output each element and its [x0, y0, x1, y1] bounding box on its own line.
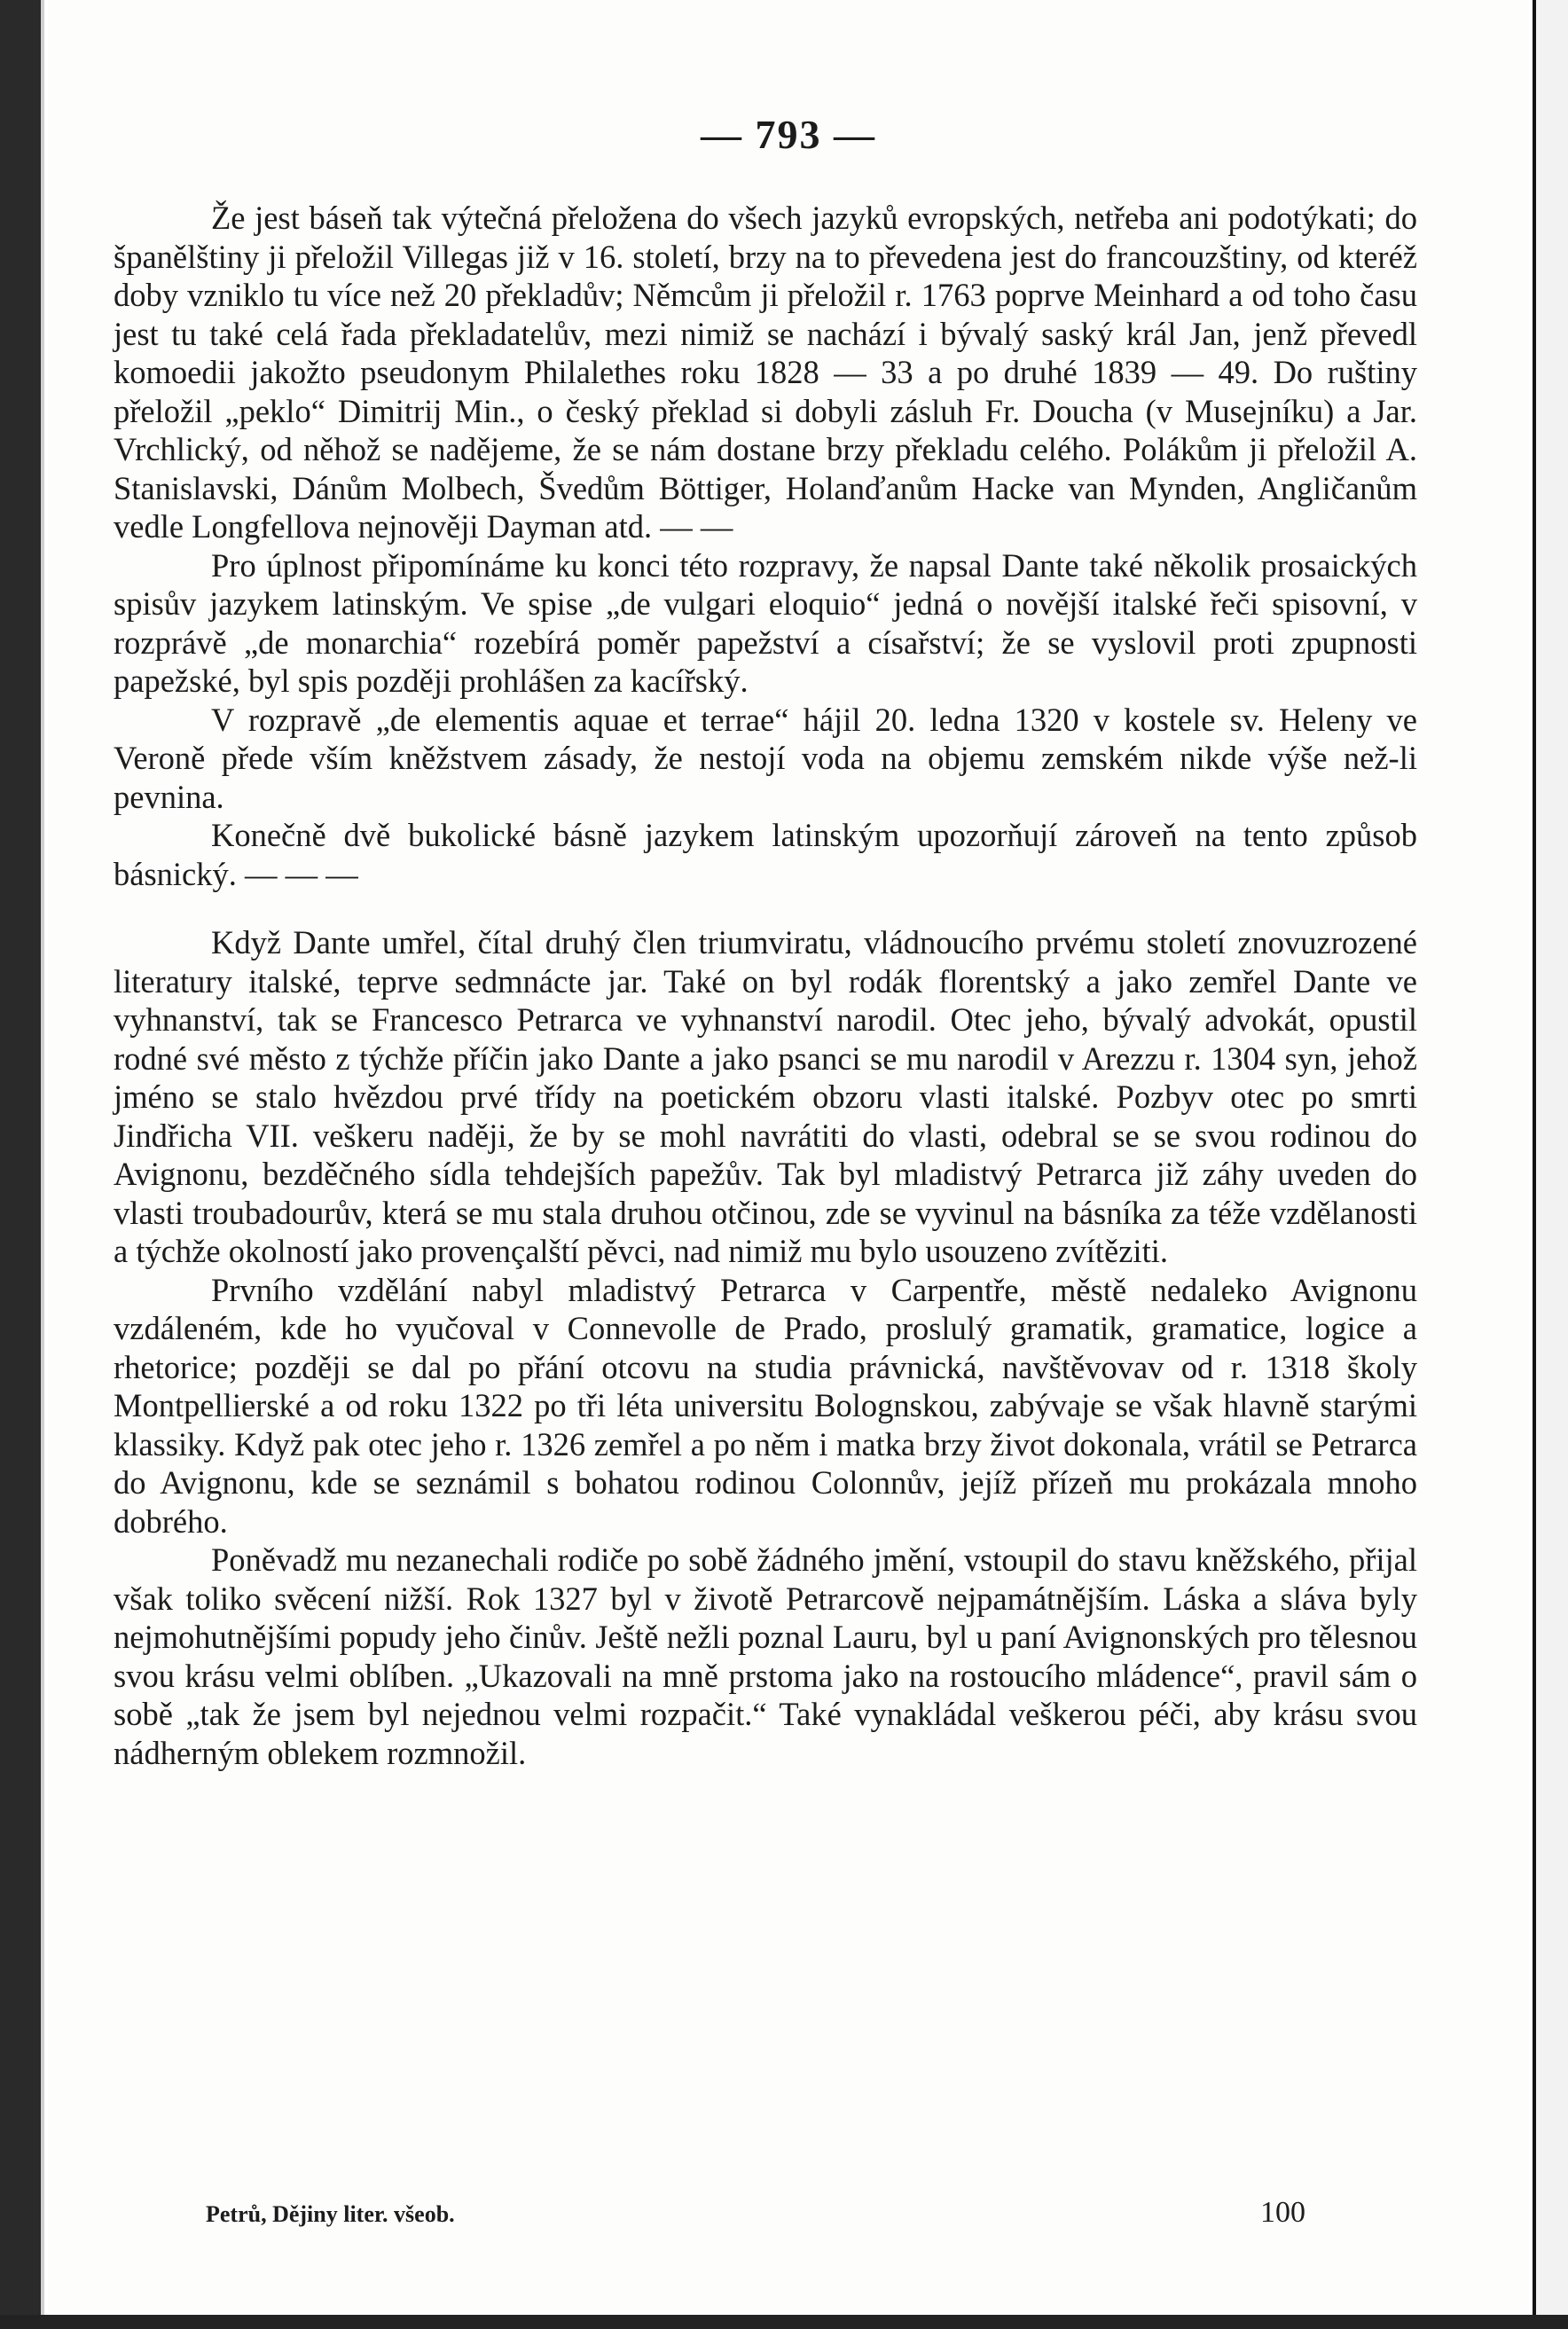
sheet-number: 100	[1260, 2196, 1305, 2229]
scan-right-edge	[1533, 0, 1568, 2329]
paragraph: Pro úplnost připomínáme ku konci této rozpravy, že napsal Dante také několik prosaických spisův jazykem latinským. Ve spise „de vulgari eloquio“ jedná o novější italské řeči spisovní, v rozprávě „de monarchia“ rozebírá poměr papežství a císařství; že se vyslovil proti zpupnosti papežské, byl spis později prohlášen za kacířský.	[114, 546, 1417, 699]
scan-bottom-edge	[0, 2315, 1568, 2329]
paragraph: Že jest báseň tak výtečná přeložena do všech jazyků evropských, netřeba ani podotýkati; do španělštiny ji přeložil Villegas již v 16. století, brzy na to převedena jest do francouzštiny, od kteréž doby vzniklo tu více než 20 překladův; Němcům ji přeložil r. 1763 poprve Meinhard a od toho času jest tu také celá řada překladatelův, mezi nimiž se nachází i bývalý saský král Jan, jenž převedl komoedii jakožto pseudonym Philalethes roku 1828 — 33 a po druhé 1839 — 49. Do ruštiny přeložil „peklo“ Dimitrij Min., o český překlad si dobyli zásluh Fr. Doucha (v Musejníku) a Jar. Vrchlický, od něhož se nadějeme, že se nám dostane brzy překladu celého. Polákům ji přeložil A. Stanislavski, Dánům Molbech, Švedům Böttiger, Holanďanům Hacke van Mynden, Angličanům vedle Longfellova nejnověji Dayman atd. — —	[114, 200, 1417, 545]
body-text	[114, 199, 1417, 1772]
paragraph: V rozpravě „de elementis aquae et terrae“ hájil 20. ledna 1320 v kostele sv. Heleny ve Veroně přede vším kněžstvem zásady, že nestojí voda na objemu zemském nikde výše než-li pevnina.	[114, 701, 1417, 815]
paragraph: Poněvadž mu nezanechali rodiče po sobě žádného jmění, vstoupil do stavu kněžského, přijal však toliko svěcení nižší. Rok 1327 byl v životě Petrarcově nejpamátnějším. Láska a sláva byly nejmohutnějšími popudy jeho činův. Ještě nežli poznal Lauru, byl u paní Avignonských pro tělesnou svou krásu velmi oblíben. „Ukazovali na mně prstoma jako na rostoucího mládence“, pravil sám o sobě „tak že jsem byl nejednou velmi rozpačit.“ Také vynakládal veškerou péči, aby krásu svou nádherným oblekem rozmnožil.	[114, 1541, 1417, 1771]
book-page	[48, 0, 1529, 2313]
page-number: — 793 —	[701, 112, 876, 157]
signature-mark: Petrů, Dějiny liter. všeob.	[206, 2201, 455, 2227]
scan-left-edge	[0, 0, 41, 2329]
paragraph: Když Dante umřel, čítal druhý člen triumviratu, vládnoucího prvému století znovuzrozené literatury italské, teprve sedmnácte jar. Také on byl rodák florentský a jako zemřel Dante ve vyhnanství, tak se Francesco Petrarca ve vyhnanství narodil. Otec jeho, bývalý advokát, opustil rodné své město z týchže příčin jako Dante a jako psanci se mu narodil v Arezzu r. 1304 syn, jehož jméno se stalo hvězdou prvé třídy na poetickém obzoru vlasti italské. Pozbyv otec po smrti Jindřicha VII. veškeru naději, že by se mohl navrátiti do vlasti, odebral se se svou rodinou do Avignonu, bezděčného sídla tehdejších papežův. Tak byl mladistvý Petrarca již záhy uveden do vlasti troubadourův, která se mu stala druhou otčinou, zde se vyvinul na básníka za téže vzdělanosti a týchže okolností jako provençalští pěvci, nad nimiž mu bylo usouzeno zvítěziti.	[114, 924, 1417, 1269]
paragraph: Prvního vzdělání nabyl mladistvý Petrarca v Carpentře, městě nedaleko Avignonu vzdáleném, kde ho vyučoval v Connevolle de Prado, proslulý gramatik, gramatice, logice a rhetorice; později se dal po přání otcovu na studia právnická, navštěvovav od r. 1318 školy Montpellierské a od roku 1322 po tři léta universitu Bolognskou, zabývaje se však hlavně starými klassiky. Když pak otec jeho r. 1326 zemřel a po něm i matka brzy život dokonala, vrátil se Petrarca do Avignonu, kde se seznámil s bohatou rodinou Colonnův, jejíž přízeň mu prokázala mnoho dobrého.	[114, 1271, 1417, 1540]
paragraph: Konečně dvě bukolické básně jazykem latinským upozorňují zároveň na tento způsob básnický. — — —	[114, 817, 1417, 892]
